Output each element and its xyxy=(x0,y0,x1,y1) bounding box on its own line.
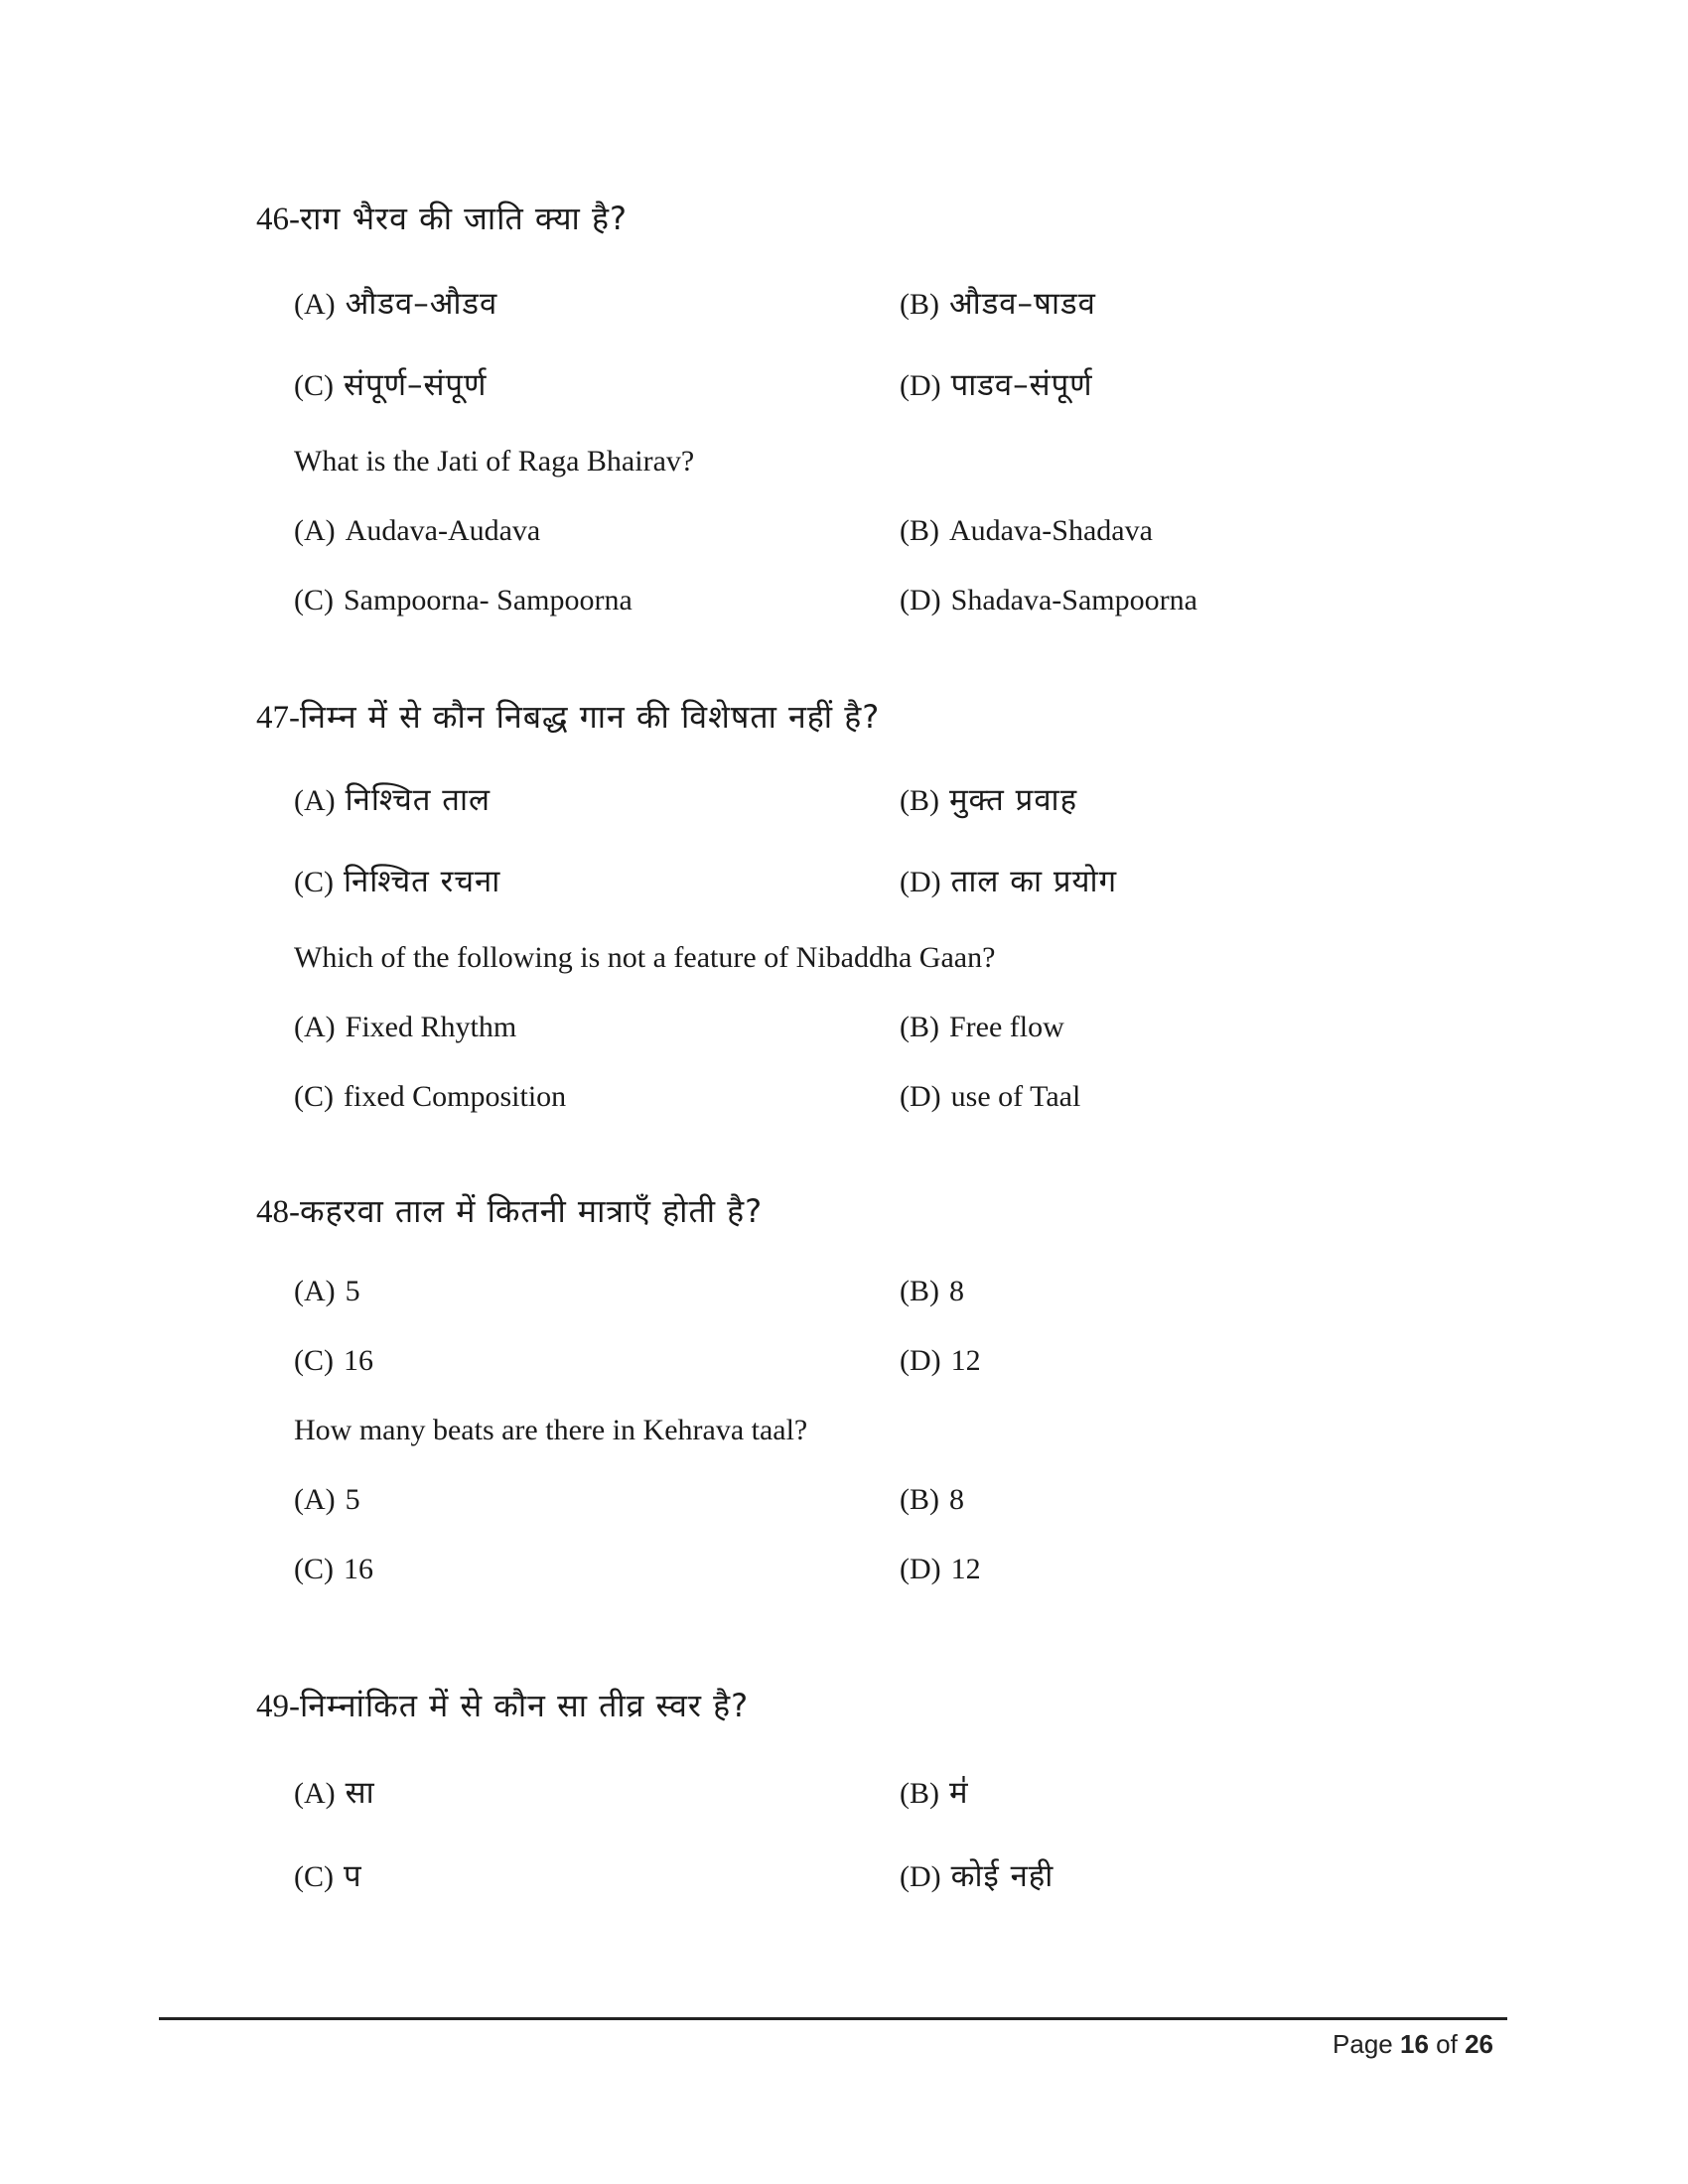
option-text: Audava-Shadava xyxy=(949,514,1153,547)
option-label: (C) xyxy=(294,1344,334,1377)
q47-english-option-d xyxy=(900,1080,1080,1114)
q48-english-option-d xyxy=(900,1553,981,1586)
option-label: (D) xyxy=(900,369,941,402)
q46-hindi-option-c xyxy=(294,363,487,405)
q48-hindi-option-b xyxy=(900,1275,964,1308)
option-label: (A) xyxy=(294,784,336,817)
question-49-hindi xyxy=(256,1684,749,1726)
option-label: (A) xyxy=(294,288,336,321)
option-text: 8 xyxy=(949,1483,964,1516)
q47-hindi-option-a xyxy=(294,778,491,820)
option-text: Sampoorna- Sampoorna xyxy=(344,584,633,616)
option-text: म॑ xyxy=(949,1775,969,1811)
option-text: पाडव–संपूर्ण xyxy=(950,367,1093,403)
question-text-hindi: कहरवा ताल में कितनी मात्राएँ होती है? xyxy=(300,1192,764,1230)
option-text: Shadava-Sampoorna xyxy=(950,584,1197,616)
option-label: (C) xyxy=(294,369,334,402)
option-text: औडव–औडव xyxy=(345,286,498,322)
option-label: (A) xyxy=(294,1011,336,1043)
option-text: 16 xyxy=(344,1344,373,1377)
page-total: 26 xyxy=(1465,2029,1493,2059)
option-text: 5 xyxy=(345,1483,360,1516)
option-label: (D) xyxy=(900,866,941,898)
option-text: कोई नही xyxy=(950,1858,1055,1894)
option-label: (C) xyxy=(294,1080,334,1113)
q47-english-option-b xyxy=(900,1011,1064,1044)
option-text: 12 xyxy=(950,1553,981,1585)
q47-hindi-option-d xyxy=(900,860,1117,901)
q48-english-option-a xyxy=(294,1483,360,1517)
question-46-hindi xyxy=(256,197,628,239)
q48-hindi-option-d xyxy=(900,1344,981,1378)
option-label: (A) xyxy=(294,514,336,547)
option-label: (A) xyxy=(294,1275,336,1307)
option-label: (D) xyxy=(900,1080,941,1113)
q49-hindi-option-a xyxy=(294,1771,375,1813)
option-text: fixed Composition xyxy=(344,1080,567,1113)
option-text: ताल का प्रयोग xyxy=(950,864,1118,899)
question-number: 49- xyxy=(256,1689,300,1724)
q46-english-option-a xyxy=(294,514,540,548)
page-number xyxy=(1333,2029,1493,2060)
question-number: 46- xyxy=(256,202,300,237)
q47-hindi-option-c xyxy=(294,860,500,901)
option-label: (D) xyxy=(900,1860,941,1893)
q49-hindi-option-b xyxy=(900,1771,969,1813)
question-number: 48- xyxy=(256,1194,300,1230)
option-text: मुक्त प्रवाह xyxy=(949,782,1078,818)
q48-english-option-c xyxy=(294,1553,373,1586)
q47-english-question: Which of the following is not a feature of Nibaddha Gaan? xyxy=(294,941,996,974)
question-text-hindi: निम्न में से कौन निबद्ध गान की विशेषता नहीं है? xyxy=(300,698,881,736)
page-current: 16 xyxy=(1400,2029,1429,2059)
q48-hindi-option-c xyxy=(294,1344,373,1378)
q49-hindi-option-d xyxy=(900,1854,1054,1896)
q46-hindi-option-b xyxy=(900,282,1096,324)
option-text: Free flow xyxy=(949,1011,1064,1043)
option-label: (A) xyxy=(294,1777,336,1810)
question-48-hindi xyxy=(256,1189,763,1232)
option-label: (B) xyxy=(900,784,939,817)
option-label: (C) xyxy=(294,866,334,898)
q47-english-option-a xyxy=(294,1011,516,1044)
q48-english-question: How many beats are there in Kehrava taal? xyxy=(294,1414,808,1446)
option-text: निश्चित ताल xyxy=(345,782,492,818)
option-label: (B) xyxy=(900,1275,939,1307)
option-label: (D) xyxy=(900,584,941,616)
option-label: (B) xyxy=(900,1011,939,1043)
q46-english-question: What is the Jati of Raga Bhairav? xyxy=(294,445,695,478)
option-text: औडव–षाडव xyxy=(949,286,1096,322)
option-label: (B) xyxy=(900,288,939,321)
option-text: 16 xyxy=(344,1553,373,1585)
option-label: (D) xyxy=(900,1553,941,1585)
option-text: सा xyxy=(345,1775,375,1811)
footer-divider xyxy=(159,2017,1507,2020)
option-text: use of Taal xyxy=(950,1080,1081,1113)
q49-hindi-option-c xyxy=(294,1854,362,1896)
option-text: प xyxy=(344,1858,362,1894)
option-label: (D) xyxy=(900,1344,941,1377)
option-text: 8 xyxy=(949,1275,964,1307)
option-label: (B) xyxy=(900,1483,939,1516)
q46-hindi-option-d xyxy=(900,363,1093,405)
option-text: 12 xyxy=(950,1344,981,1377)
q46-hindi-option-a xyxy=(294,282,497,324)
question-47-hindi xyxy=(256,695,880,738)
q48-hindi-option-a xyxy=(294,1275,360,1308)
option-text: Audava-Audava xyxy=(345,514,541,547)
option-label: (C) xyxy=(294,584,334,616)
option-text: निश्चित रचना xyxy=(344,864,501,899)
q46-english-option-d xyxy=(900,584,1197,617)
of-word: of xyxy=(1436,2029,1458,2059)
page-word: Page xyxy=(1333,2029,1393,2059)
q46-english-option-b xyxy=(900,514,1153,548)
option-text: 5 xyxy=(345,1275,360,1307)
q47-english-option-c xyxy=(294,1080,566,1114)
q47-hindi-option-b xyxy=(900,778,1077,820)
option-label: (B) xyxy=(900,1777,939,1810)
question-text-hindi: निम्नांकित में से कौन सा तीव्र स्वर है? xyxy=(300,1687,750,1724)
option-label: (B) xyxy=(900,514,939,547)
option-label: (A) xyxy=(294,1483,336,1516)
option-label: (C) xyxy=(294,1553,334,1585)
question-text-hindi: राग भैरव की जाति क्या है? xyxy=(300,200,628,237)
question-number: 47- xyxy=(256,700,300,736)
q48-english-option-b xyxy=(900,1483,964,1517)
option-text: Fixed Rhythm xyxy=(345,1011,517,1043)
option-text: संपूर्ण–संपूर्ण xyxy=(344,367,488,403)
q46-english-option-c xyxy=(294,584,633,617)
option-label: (C) xyxy=(294,1860,334,1893)
